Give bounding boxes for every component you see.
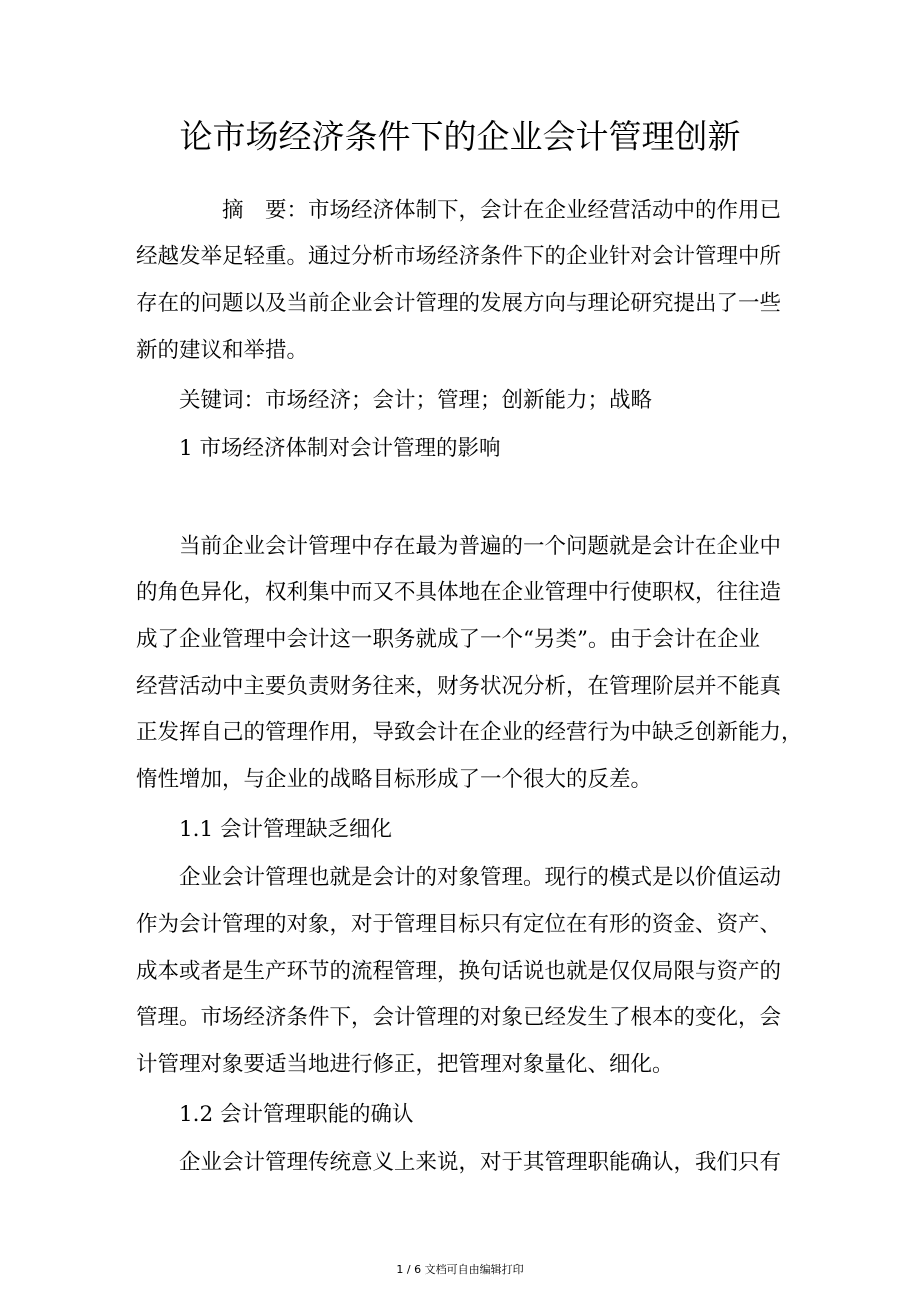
paragraph-line: 正发挥自己的管理作用，导致会计在企业的经营行为中缺乏创新能力， [136,720,803,745]
paragraph-line: 成本或者是生产环节的流程管理，换句话说也就是仅仅局限与资产的 [136,959,782,984]
paragraph-line: 经营活动中主要负责财务往来，财务状况分析，在管理阶层并不能真 [136,674,782,699]
abstract-line: 摘 要：市场经济体制下，会计在企业经营活动中的作用已 [222,198,782,223]
section-heading: 1 市场经济体制对会计管理的影响 [179,436,501,461]
abstract-line: 存在的问题以及当前企业会计管理的发展方向与理论研究提出了一些 [136,291,782,316]
keywords-line: 关键词：市场经济；会计；管理；创新能力；战略 [179,388,653,413]
document-title: 论市场经济条件下的企业会计管理创新 [179,117,741,156]
paragraph-line: 成了企业管理中会计这一职务就成了一个“另类”。由于会计在企业 [136,627,760,652]
page-footer: 1 / 6 文档可自由编辑打印 [396,1263,524,1276]
abstract-line: 新的建议和举措。 [136,338,309,363]
paragraph-line: 计管理对象要适当地进行修正，把管理对象量化、细化。 [136,1052,674,1077]
paragraph-line: 当前企业会计管理中存在最为普遍的一个问题就是会计在企业中 [179,534,782,559]
abstract-line: 经越发举足轻重。通过分析市场经济条件下的企业针对会计管理中所 [136,244,782,269]
paragraph-line: 惰性增加，与企业的战略目标形成了一个很大的反差。 [136,767,653,792]
paragraph-line: 企业会计管理也就是会计的对象管理。现行的模式是以价值运动 [179,865,782,890]
paragraph-line: 作为会计管理的对象，对于管理目标只有定位在有形的资金、资产、 [136,912,782,937]
paragraph-line: 的角色异化，权利集中而又不具体地在企业管理中行使职权，往往造 [136,580,782,605]
subsection-heading: 1.1 会计管理缺乏细化 [179,817,393,842]
paragraph-line: 管理。市场经济条件下，会计管理的对象已经发生了根本的变化，会 [136,1005,782,1030]
subsection-heading: 1.2 会计管理职能的确认 [179,1102,414,1127]
paragraph-line: 企业会计管理传统意义上来说，对于其管理职能确认，我们只有 [179,1150,782,1175]
